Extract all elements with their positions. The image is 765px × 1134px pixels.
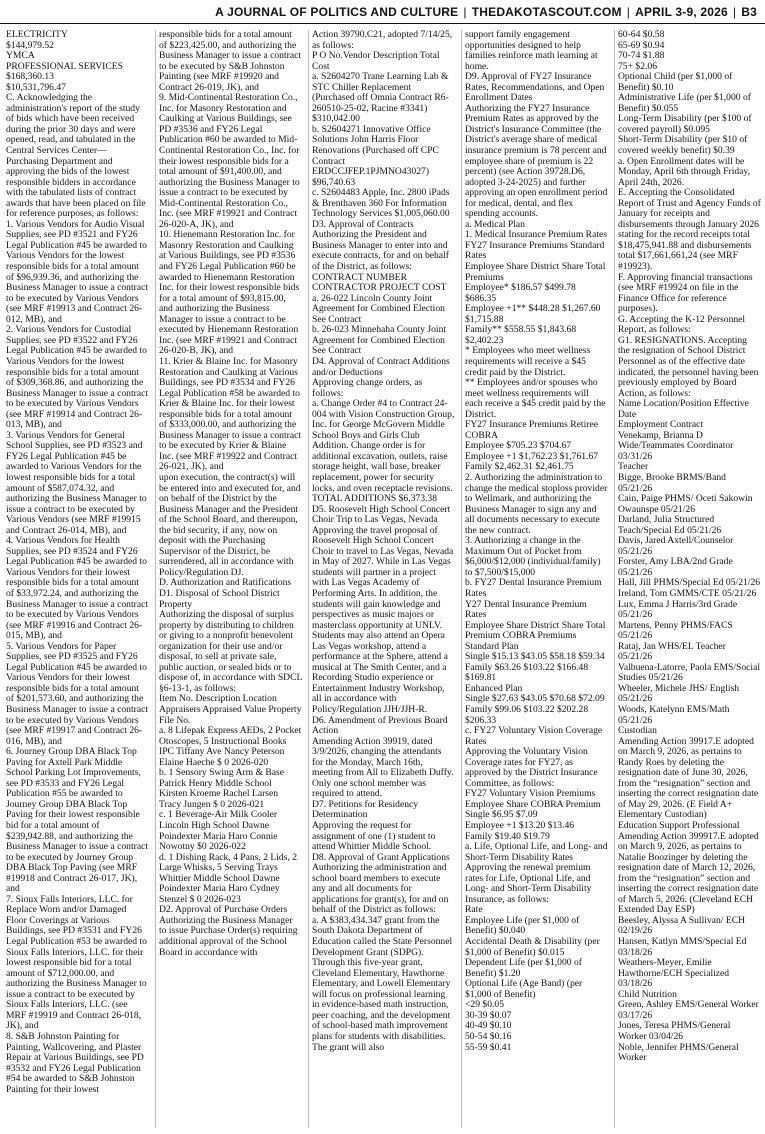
notice-paragraph: ELECTRICITY	[6, 30, 68, 40]
notice-paragraph: Approving change orders, as follows:	[312, 377, 423, 399]
notice-paragraph: Approving the request for assignment of one (1) student to attend Whittier Middle School.	[312, 820, 436, 853]
notice-paragraph: G. Accepting the K-12 Personnel Report, as follows:	[618, 313, 746, 336]
notice-paragraph: Short-Term Disability (per $10 of covered weekly benefit) $0.39	[618, 134, 748, 157]
notice-paragraph: D4. Approval of Contract Additions and/or Deductions	[312, 355, 450, 378]
notice-paragraph: $144,979.52	[6, 39, 54, 51]
notice-paragraph: D1. Disposal of School District Property	[159, 587, 280, 610]
notice-paragraph: Lux, Emma J Harris/3rd Grade 05/21/26	[618, 598, 738, 621]
notice-paragraph: Family $19.40 $19.79	[465, 830, 550, 842]
notice-paragraph: D8. Approval of Grant Applications	[312, 851, 450, 863]
column-divider	[308, 30, 309, 1128]
notice-paragraph: Hansen, Katlyn MMS/Special Ed 03/18/26	[618, 936, 747, 958]
notice-paragraph: Amending Action 399917.E adopted on March 9, 2026, as pertains to Natalie Boozinger by deleting the resignation date of March 12, 2026, from the “resignation” section and inserting the correct resignation date of March 5, 2026. (Cleveland ECH Extended Day ESP)	[618, 830, 759, 916]
notice-paragraph: Dependent Life (per $1,000 of Benefit) $1.20	[465, 957, 582, 979]
notice-paragraph: * Employees who meet wellness requirements will receive a $45 credit paid by the District.	[465, 345, 591, 378]
notice-paragraph: b. 1 Sensory Swing Arm & Base Patrick Henry Middle School Kirsten Kroeme Rachel Larsen Tracy Jungen $ 0 2026-021	[159, 767, 284, 810]
notice-paragraph: Y27 Dental Insurance Premium Rates	[465, 598, 587, 621]
notice-paragraph: 55-59 $0.41	[465, 1041, 512, 1053]
notice-paragraph: CONTRACT NUMBER CONTRACTOR PROJECT COST	[312, 271, 447, 294]
column-divider	[614, 30, 615, 1128]
notice-paragraph: a. Medical Plan	[465, 218, 525, 230]
notice-paragraph: 11. Krier & Blaine Inc. for Masonry Restoration and Caulking at Various Buildings, see PD #3534 and FY26 Legal Publication #58 be awarded to Krier & Blaine Inc. for their lowest responsible bids for a total amount of $333,000.00, and authorizing the Business Manager to issue a contract to be executed by Krier & Blaine Inc. (see MRF #19922 and Contract 26-021, JK), and	[159, 355, 302, 473]
notice-paragraph: Noble, Jennifer PHMS/General Worker	[618, 1041, 739, 1064]
notice-paragraph: Employee +1** $448.28 $1,267.60 $1,715.88	[465, 303, 601, 325]
notice-paragraph: E. Accepting the Consolidated Report of Trust and Agency Funds of January for receipts and disbursements through January 2026 stating for the record receipts total $18,475,941.88 and disbursements total $17,661,661,24 (see MRF #19923).	[618, 187, 761, 273]
notice-paragraph: 1. Various Vendors for Audio Visual Supplies, see PD #3521 and FY26 Legal Publication #45 be awarded to Various Vendors for the lowest responsible bids for a total amount of $96,939.36, and authorizing the Business Manager to issue a contract to be executed by Various Vendors (see MRF #19913 and Contract 26-012, MB), and	[6, 218, 149, 325]
notice-paragraph: Employee +1 $13.20 $13.46	[465, 820, 575, 832]
notice-paragraph: FY27 Insurance Premiums Retiree COBRA	[465, 419, 598, 441]
masthead-tagline: A JOURNAL OF POLITICS AND CULTURE	[215, 5, 459, 19]
masthead-separator: |	[732, 5, 737, 19]
notice-paragraph: Optional Life (Age Band) (per $1,000 of Benefit)	[465, 978, 583, 1000]
notice-paragraph: Approving the Voluntary Vision Coverage rates for FY27, as approved by the District Insurance Committee, as follows:	[465, 746, 598, 789]
notice-paragraph: Authorizing the disposal of surplus property by distributing to children or giving to a nonprofit benevolent organization for their use and/or disposal, to sell at private sale, public auction, or sealed bids or to dispose of, in accordance with SDCL §6-13-1, as follows:	[159, 609, 302, 694]
notice-paragraph: Standard Plan	[465, 640, 519, 652]
notice-paragraph: PROFESSIONAL SERVICES	[6, 60, 123, 72]
notice-paragraph: Woods, Katelynn EMS/Math 05/21/26	[618, 704, 730, 726]
notice-paragraph: Valbuena-Latorre, Paola EMS/Social Studies 05/21/26	[618, 661, 760, 684]
masthead	[0, 0, 765, 24]
masthead-page-number: B3	[741, 5, 757, 19]
notice-paragraph: 4. Various Vendors for Health Supplies, see PD #3524 and FY26 Legal Publication #45 be awarded to Various Vendors for their lowest responsible bids for a total amount of $33,972.24, and authorizing the Business Manager to issue a contract to be executed by Various Vendors (see MRF #19916 and Contract 26-015, MB), and	[6, 535, 149, 642]
notice-paragraph: 30-39 $0.07	[465, 1009, 512, 1021]
notice-paragraph: Family $63.26 $103.22 $166.48 $169.81	[465, 661, 589, 684]
notice-paragraph: Employee Share District Share Total Premiums	[465, 261, 606, 283]
notice-paragraph: Long-Term Disability (per $100 of covered payroll) $0.095	[618, 113, 752, 135]
notice-paragraph: 70-74 $1.88	[618, 50, 665, 62]
notice-paragraph: Amending Action 39919, dated 3/9/2026, changing the attendants for the Monday, March 16th, meeting from All to Elizabeth Duffy. Only one school member was required to attend.	[312, 735, 454, 800]
notice-paragraph: d. 1 Dishing Rack, 4 Pans, 2 Lids, 2 Large Whisks, 5 Serving Trays Whittier Middle School Dawne Poindexter Maria Haro Cydney Stenzel $ 0 2026-023	[159, 851, 298, 905]
notice-paragraph: Action 39790.C21, adopted 7/14/25, as follows:	[312, 30, 453, 51]
masthead-separator: |	[626, 5, 631, 19]
notice-paragraph: Name Location/Position Effective Date	[618, 398, 749, 420]
notice-paragraph: Green, Ashley EMS/General Worker 03/17/26	[618, 999, 759, 1021]
notice-paragraph: Approving the travel proposal of Roosevelt High School Concert Choir to travel to Las Vegas, Nevada in May of 2027. While in Las Vegas students will partner in a project with Las Vegas Academy of Performing Arts. In addition, the students will gain knowledge and perspectives as music majors or masterclass opportunity at UNLV. Students may also attend an Opera Las Vegas workshop, attend a performance at the Sphere, attend a musical at The Smith Center, and a Recording Studio experience or Entertainment Industry Workshop, all in accordance with Policy/Regulation JJH/JJH-R.	[312, 524, 454, 715]
notice-paragraph: Weathers-Meyer, Emilie Hawthorne/ECH Specialized 03/18/26	[618, 957, 730, 990]
notice-paragraph: FY27 Insurance Premiums Standard Rates	[465, 239, 605, 262]
notice-paragraph: b. S2604271 Innovative Office Solutions John Harris Floor Renovations (Purchased off CPC Contract ERDCCJFEP.1PJMNO43027) $96,740.63	[312, 123, 439, 188]
notice-paragraph: Single $15.13 $43.05 $58.18 $59.34	[465, 651, 605, 663]
notice-paragraph: D. Authorization and Ratifications	[159, 577, 292, 589]
notice-paragraph: a. 26-022 Lincoln County Joint Agreement for Combined Election See Contract	[312, 292, 445, 325]
notice-paragraph: D3. Approval of Contracts	[312, 218, 414, 230]
notice-paragraph: 3. Authorizing a change in the Maximum Out of Pocket from $6,000/$12,000 (individual/family) to $7,500/$15,000	[465, 535, 601, 578]
notice-paragraph: 65-69 $0.94	[618, 39, 665, 51]
notice-paragraph: Rataj, Jan WHS/EL Teacher 05/21/26	[618, 640, 726, 663]
notice-paragraph: Employment Contract	[618, 419, 703, 431]
notice-paragraph: Davis, Jared Axtell/Counselor 05/21/26	[618, 535, 734, 557]
notice-paragraph: Employee* $186.57 $499.78 $686.35	[465, 282, 576, 304]
notice-paragraph: c. FY27 Voluntary Vision Coverage Rates	[465, 725, 603, 747]
notice-paragraph: Martens, Penny PHMS/FACS 05/21/26	[618, 619, 733, 642]
notice-paragraph: b. FY27 Dental Insurance Premium Rates	[465, 577, 602, 599]
notice-paragraph: a. Life, Optional Life, and Long- and Short-Term Disability Rates	[465, 841, 608, 863]
notice-paragraph: Custodian	[618, 725, 657, 737]
notice-paragraph: 7. Sioux Falls Interiors, LLC. for Replace Worn and/or Damaged Floor Coverings at Various Buildings, see PD #3531 and FY26 Legal Publication #53 be awarded to Sioux Falls Interiors, LLC. for their lowest responsible bid for a total amount of $712,000.00, and authorizing the Business Manager to issue a contract to be executed by Sioux Falls Interiors, LLC. (see MRF #19919 and Contract 26-018, JK), and	[6, 893, 147, 1032]
notice-paragraph: ** Employees and/or spouses who meet wellness requirements will each receive a $45 credit paid by the District.	[465, 377, 606, 420]
notice-paragraph: b. 26-023 Minnehaha County Joint Agreement for Combined Election See Contract	[312, 324, 447, 357]
notice-paragraph: 9. Mid-Continental Restoration Co., Inc. for Masonry Restoration and Caulking at Various Buildings, see PD #3536 and FY26 Legal Publication #60 be awarded to Mid-Continental Restoration Co., Inc. for their lowest responsible bids for a total amount of $91,400.00, and authorizing the Business Manager to issue a contract to be executed by Mid-Continental Restoration Co., Inc. (see MRF #19921 and Contract 26-020-A, JK), and	[159, 92, 300, 230]
notice-paragraph: <29 $0.05	[465, 999, 504, 1011]
notice-paragraph: a. 8 Lifepak Express AEDs, 2 Pocket Otoscopes, 5 Instructional Books IPC Tiffany Ave Nancy Peterson Elaine Haeche $ 0 2026-020	[159, 725, 302, 768]
notice-paragraph: D5. Roosevelt High School Concert Choir Trip to Las Vegas, Nevada	[312, 503, 451, 526]
notice-paragraph: Child Nutrition	[618, 988, 677, 1000]
notice-paragraph: Approving the renewal premium rates for Life, Optional Life, and Long- and Short-Term Disability Insurance, as follows:	[465, 862, 592, 905]
notice-paragraph: Item No. Description Location Appraisers Appraised Value Property File No.	[159, 693, 302, 726]
notice-paragraph: Venekamp, Brianna D Wide/Teammates Coordinator 03/31/26	[618, 429, 734, 462]
notice-paragraph: Employee Share COBRA Premium	[465, 798, 601, 810]
notice-paragraph: 5. Various Vendors for Paper Supplies, see PD #3525 and FY26 Legal Publication #45 be awarded to Various Vendors for their lowest responsible bids for a total amount of $201,573.60, and authorizing the Business Manager to issue a contract to be executed by Various Vendors (see MRF #19917 and Contract 26-016, MB), and	[6, 640, 149, 747]
notice-paragraph: Authorizing the administration and school board members to execute any and all documents for applications for grant(s), for and on behalf of the District as follows:	[312, 862, 449, 916]
notice-paragraph: 2. Various Vendors for Custodial Supplies, see PD #3522 and FY26 Legal Publication #45 be awarded to Various Vendors for the lowest responsible bids for a total amount of $309,368.86, and authorizing the Business Manager to issue a contract to be executed by Various Vendors (see MRF #19914 and Contract 26-013, MB), and	[6, 324, 149, 431]
column-4	[465, 30, 608, 1130]
notice-paragraph: P O No.Vendor Description Total Cost	[312, 50, 440, 72]
column-3	[312, 30, 455, 1130]
notice-paragraph: 60-64 $0.58	[618, 30, 665, 40]
masthead-separator: |	[463, 5, 467, 19]
notice-paragraph: Family** $558.55 $1,843.68 $2,402.23	[465, 324, 577, 346]
notice-paragraph: Beesley, Alyssa A Sullivan/ ECH 02/19/26	[618, 914, 746, 937]
notice-paragraph: 40-49 $0.10	[465, 1020, 512, 1032]
notice-paragraph: 50-54 $0.16	[465, 1030, 512, 1042]
column-2	[159, 30, 302, 1130]
notice-paragraph: 8. S&B Johnston Painting for Painting, Wallcovering, and Plaster Repair at Various Buildings, see PD #3532 and FY26 Legal Publication #54 be awarded to S&B Johnston Painting for their lowest	[6, 1030, 144, 1095]
notice-paragraph: Family $99.06 $103.22 $202.28 $206.33	[465, 704, 589, 726]
column-1	[6, 30, 149, 1130]
notice-paragraph: Single $27.63 $43.05 $70.68 $72.09	[465, 693, 605, 705]
notice-paragraph: Enhanced Plan	[465, 682, 523, 694]
notice-paragraph: Accidental Death & Disability (per $1,000 of Benefit) $0.015	[465, 936, 600, 958]
notice-paragraph: upon execution, the contract(s) will be entered into and executed for, and on behalf of the District by the Business Manager and the President of the School Board, and thereupon, the bid security, if any, now on deposit with the Purchasing Supervisor of the District, be surrendered, all in accordance with Policy/Regulation DJ.	[159, 471, 301, 578]
notice-paragraph: Rate	[465, 904, 483, 916]
notice-paragraph: a. Open Enrollment dates will be Monday, April 6th through Friday, April 24th, 2026.	[618, 155, 750, 188]
notice-paragraph: Single $6.95 $7.09	[465, 809, 538, 821]
column-5	[618, 30, 761, 1130]
notice-paragraph: Amending Action 39917.E adopted on March 9, 2026, as pertains to Randy Roes by deleting the resignation date of June 30, 2026, from the “resignation” section and inserting the correct resignation date of May 29, 2026. (E Field A+ Elementary Custodian)	[618, 735, 759, 821]
column-divider	[155, 30, 156, 1128]
notice-paragraph: Teacher	[618, 461, 649, 473]
notice-paragraph: TOTAL ADDITIONS $6,373.38	[312, 493, 438, 505]
notice-paragraph: Bigge, Brooke BRMS/Band 05/21/26	[618, 471, 726, 494]
notice-paragraph: Authorizing the FY27 Insurance Premium Rates as approved by the District's Insurance Committee (the District's average share of medical insurance premium is 78 percent and employee share of premium is 22 percent) (see Action 39728.D6, adopted 3-24-2025) and further approving an open enrollment period for medical, dental, and flex spending accounts.	[465, 102, 608, 220]
notice-paragraph: Employee +1 $1,762.23 $1,761.67	[465, 450, 599, 462]
notice-paragraph: Authorizing the President and Business Manager to enter into and execute contracts, for and on behalf of the District, as follows:	[312, 229, 449, 273]
notice-paragraph: a. A $383,434.347 grant from the South Dakota Department of Education called the State Personnel Development Grant (SDPG). Through this five-year grant, Cleveland Elementary, Hawthorne Elementary, and Lowell Elementary will focus on professional learning in evidence-based math instruction, peer coaching, and the development of school-based math improvement plans for students with disabilities. The grant will also	[312, 914, 453, 1053]
notice-paragraph: $168,360.13	[6, 71, 54, 83]
notice-paragraph: Cain, Paige PHMS/ Oceti Sakowin Owaunspe 05/21/26	[618, 493, 753, 515]
masthead-site[interactable]: THEDAKOTASCOUT.COM	[471, 5, 622, 19]
notice-paragraph: Optional Child (per $1,000 of Benefit) $0.10	[618, 71, 733, 93]
notice-paragraph: Wheeler, Michele JHS/ English 05/21/26	[618, 682, 740, 705]
notice-paragraph: Hall, Jill PHMS/Special Ed 05/21/26	[618, 577, 761, 589]
notice-paragraph: D9. Approval of FY27 Insurance Rates, Recommendations, and Open Enrollment Dates	[465, 71, 605, 104]
notice-paragraph: D6. Amendment of Previous Board Action	[312, 714, 448, 737]
notice-paragraph: Employee Share District Share Total Premium COBRA Premiums	[465, 619, 606, 642]
notice-paragraph: 10. Hienemann Restoration Inc. for Masonry Restoration and Caulking at Various Buildings, see PD #3536 and FY26 Legal Publication #60 be awarded to Hienemann Restoration Inc. for their lowest responsible bids for a total amount of $93,815.00, and authorizing the Business Manager to issue a contract to be executed by Hienemann Restoration Inc. (see MRF #19921 and Contract 26-020-B, JK), and	[159, 229, 300, 357]
notice-paragraph: Ireland, Tom GMMS/CTE 05/21/26	[618, 587, 757, 599]
notice-paragraph: responsible bids for a total amount of $223,425.00, and authorizing the Business Manager to issue a contract to be executed by S&B Johnston Painting (see MRF #19920 and Contract 26-019, JK), and	[159, 30, 302, 93]
notice-paragraph: 2. Authorizing the administration to change the medical stoploss provider to Wellmark, and authorizing the Business Manager to sign any and all documents necessary to execute the new contract.	[465, 471, 608, 536]
notice-paragraph: c. 1 Beverage-Air Milk Cooler Lincoln High School Dawne Poindexter Maria Haro Connie Nowotny $0 2026-022	[159, 809, 278, 853]
notice-paragraph: Administrative Life (per $1,000 of Benefit) $0.055	[618, 92, 751, 114]
notice-paragraph: Employee Life (per $1,000 of Benefit) $0.040	[465, 914, 580, 937]
notice-paragraph: support family engagement opportunities designed to help families reinforce math learning at home.	[465, 30, 598, 72]
notice-paragraph: Jones, Teresa PHMS/General Worker 03/04/26	[618, 1020, 731, 1042]
masthead-date: APRIL 3-9, 2026	[635, 5, 728, 19]
notice-paragraph: G1. RESIGNATIONS. Accepting the resignation of School District Personnel as of the effective date indicated, the personnel having been previously employed by Board Action, as follows:	[618, 334, 759, 399]
notice-paragraph: 3. Various Vendors for General School Supplies, see PD #3523 and FY26 Legal Publication #45 be awarded to Various Vendors for the lowest responsible bids for a total amount of $587,074.32, and authorizing the Business Manager to issue a contract to be executed by Various Vendors (see MRF #19915 and Contract 26-014, MB), and	[6, 429, 147, 536]
notice-paragraph: a. Change Order #4 to Contract 24-004 with Vision Construction Group, Inc. for George McGovern Middle School Boys and Girls Club Addition. Change order is for additional excavation, outlets, raise storage height, wall base, breaker replacement, power for security locks, and oven receptacle revisions.	[312, 398, 455, 494]
notice-paragraph: D7. Petitions for Residency Determination	[312, 798, 419, 821]
notice-paragraph: Employee $705.23 $704.67	[465, 440, 572, 452]
notice-paragraph: $10,531,796.47	[6, 81, 66, 93]
notice-paragraph: a. S2604270 Trane Learning Lab & STC Chiller Replacement (Purchased off Omnia Contract R6-260510-25-02, Racine #3341) $310,042.00	[312, 71, 449, 125]
notice-paragraph: F. Approving financial transactions (see MRF #19924 on file in the Finance Office for reference purposes).	[618, 271, 753, 315]
notice-paragraph: Authorizing the Business Manager to issue Purchase Order(s) requiring additional approval of the School Board in accordance with	[159, 914, 298, 958]
column-divider	[461, 30, 462, 1128]
notice-paragraph: Darland, Julia Structured Teach/Special Ed 05/21/26	[618, 514, 722, 536]
notice-paragraph: Education Support Professional	[618, 820, 740, 832]
notice-paragraph: Family $2,462.31 $2,461.75	[465, 461, 574, 473]
notice-paragraph: YMCA	[6, 50, 35, 62]
notice-paragraph: 6. Journey Group DBA Black Top Paving for Axtell Park Middle School Parking Lot Improvements, see PD #3533 and FY26 Legal Publication #55 be awarded to Journey Group DBA Black Top Paving for their lowest responsible bid for a total amount of $239,942.88, and authorizing the Business Manager to issue a contract to be executed by Journey Group DBA Black Top Paving (see MRF #19918 and Contract 26-017, JK), and	[6, 746, 149, 895]
notice-paragraph: C. Acknowledging the administration's report of the study of bids which have been received during the prior 30 days and were opened, read, and tabulated in the Central Services Center—Purchasing Department and approving the bids of the lowest responsible bidders in accordance with the tabulated lists of contract awards that have been placed on file for reference purposes, as follows:	[6, 92, 146, 220]
notice-paragraph: c. S2604483 Apple, Inc. 2800 iPads & Brenthaven 360 For Information Technology Services $1,005,060.00	[312, 187, 450, 220]
notice-paragraph: 75+ $2.06	[618, 60, 657, 72]
notice-paragraph: Forster, Amy LBA/2nd Grade 05/21/26	[618, 556, 733, 578]
notice-paragraph: 1. Medical Insurance Premium Rates	[465, 229, 607, 241]
notice-paragraph: D2. Approval of Purchase Orders	[159, 904, 288, 916]
notice-paragraph: FY27 Voluntary Vision Premiums	[465, 788, 596, 800]
